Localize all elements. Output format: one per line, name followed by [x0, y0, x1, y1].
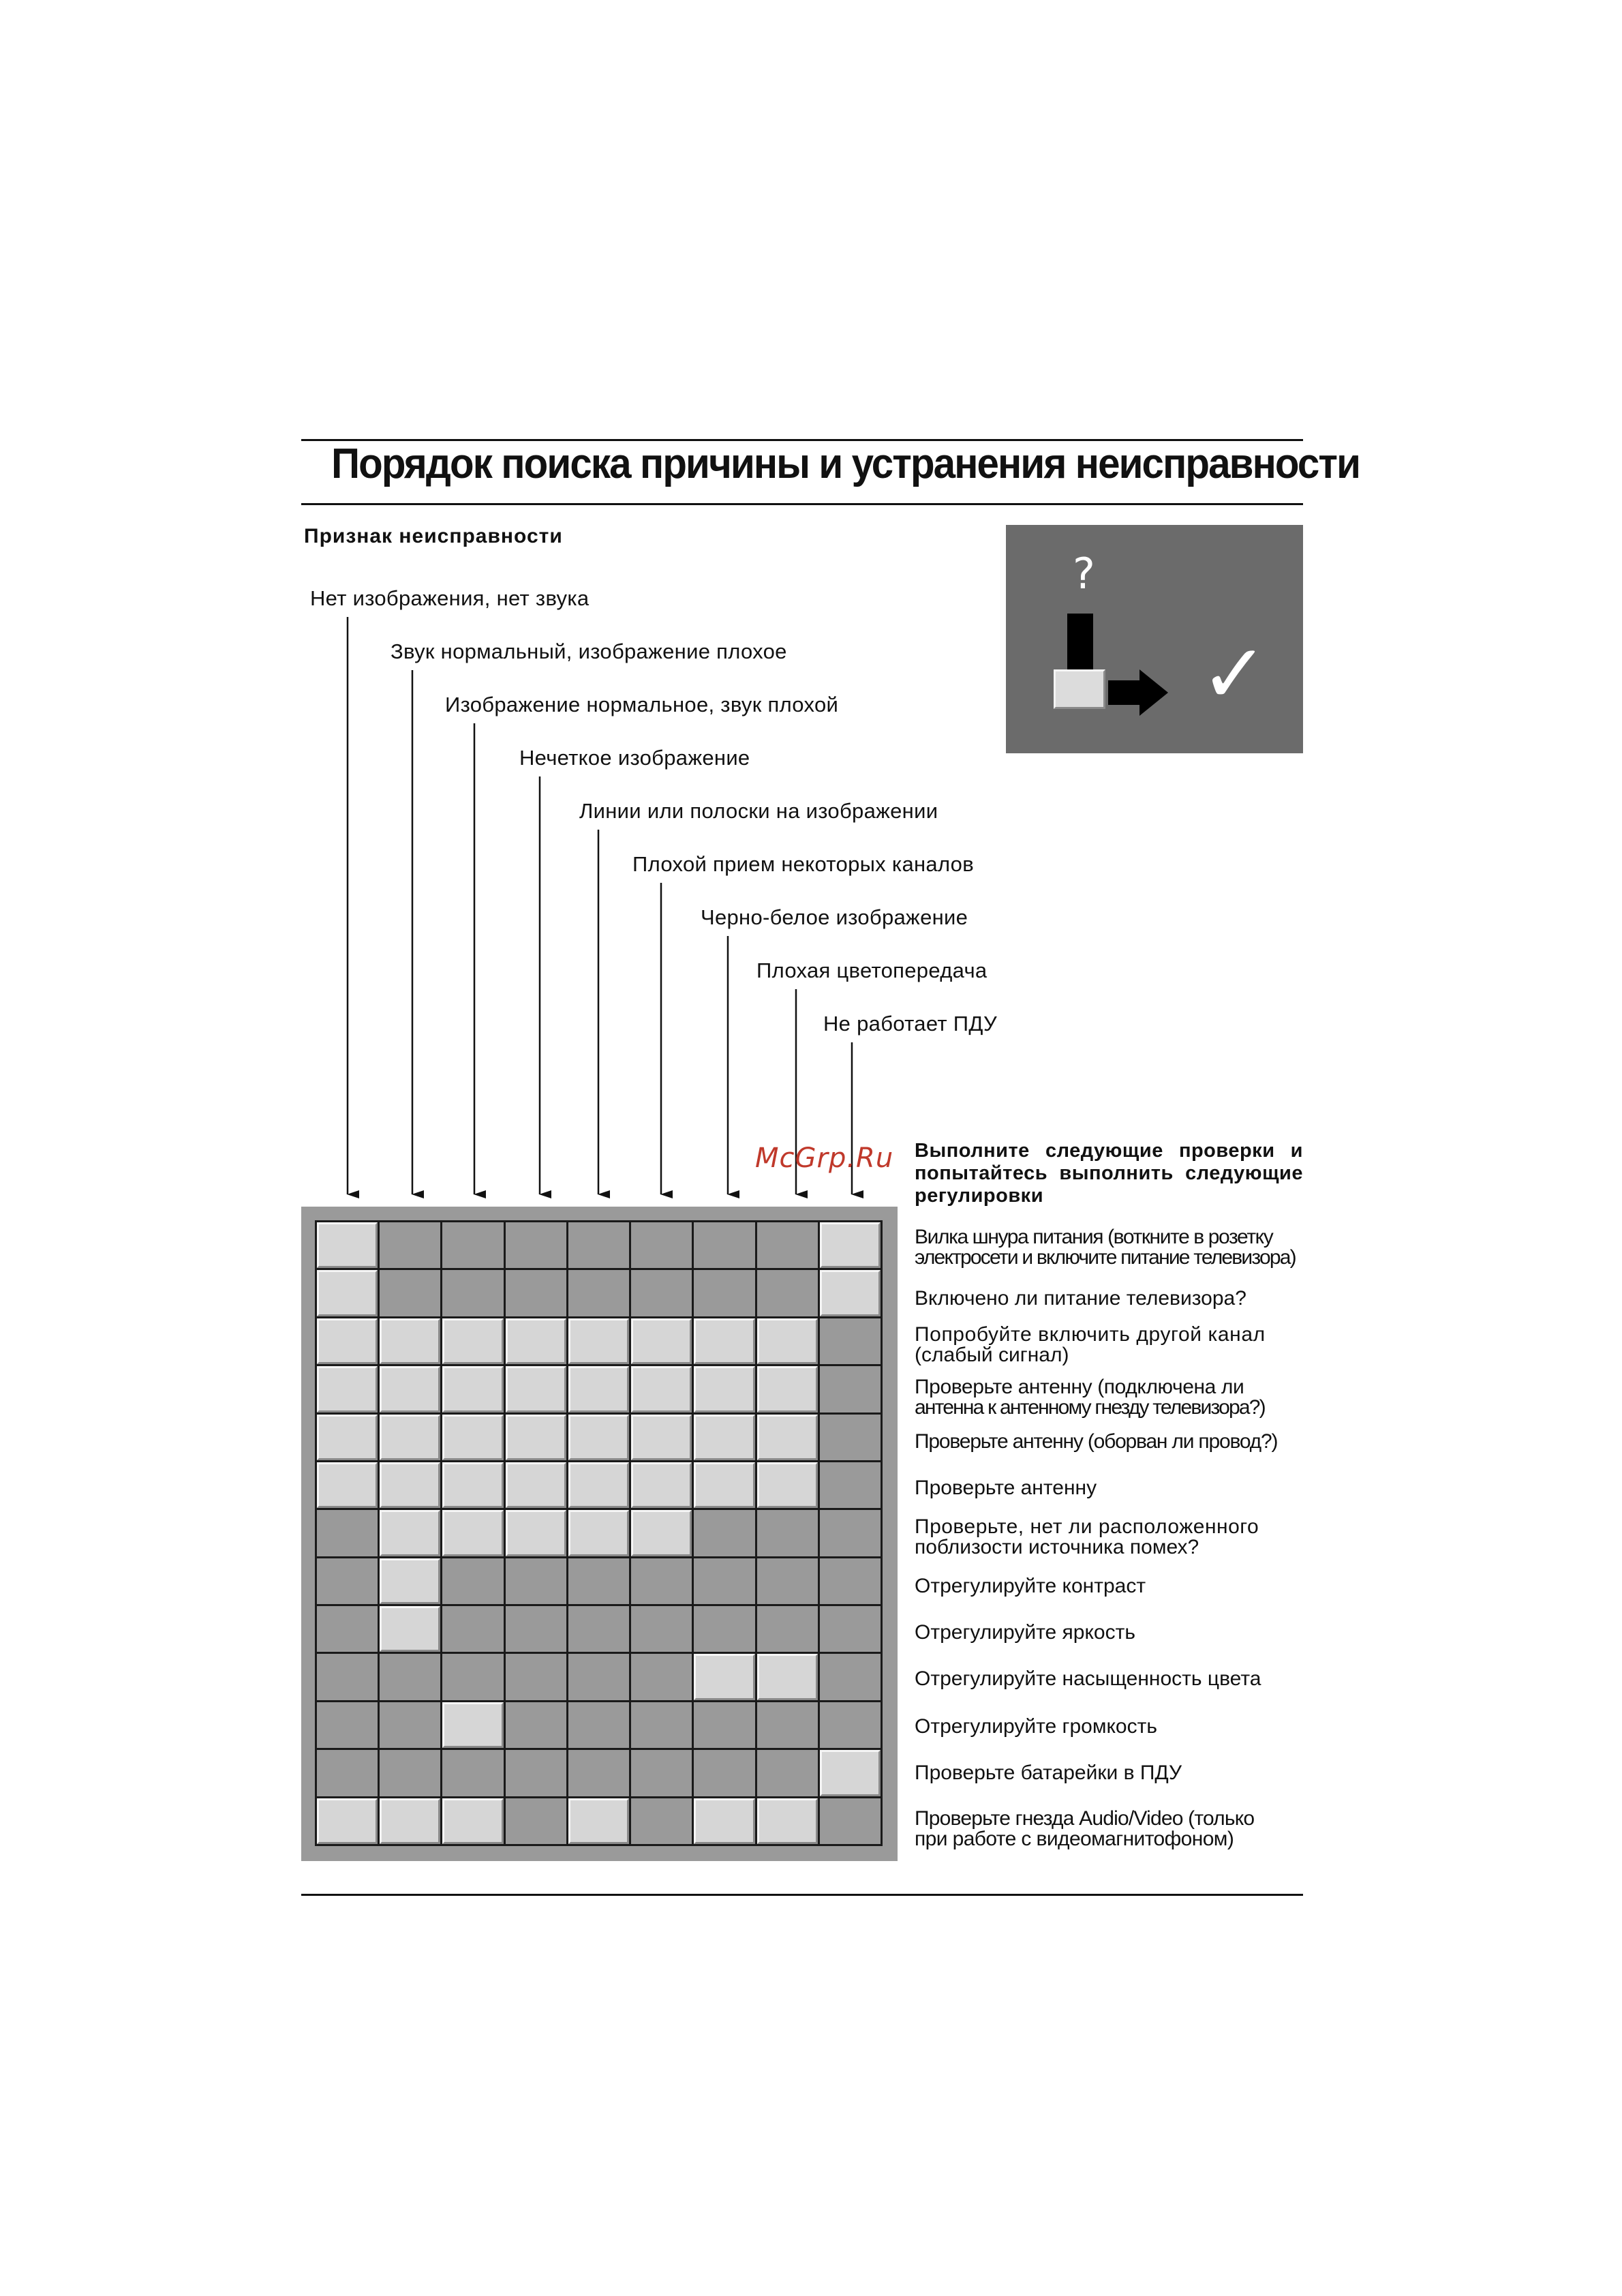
question-mark-icon: ?	[1073, 549, 1095, 599]
check-item-2	[915, 1288, 1303, 1309]
matrix-cell-empty	[380, 1654, 440, 1700]
matrix-cell-empty	[568, 1750, 629, 1796]
check-item-line: антенна к антенному гнезду телевизора?)	[915, 1396, 1265, 1419]
page-title: Порядок поиска причины и устранения неисправности	[331, 440, 1360, 487]
matrix-cell-checked	[568, 1462, 629, 1508]
matrix-cell-checked	[317, 1798, 378, 1844]
matrix-cell-empty	[631, 1750, 692, 1796]
check-item-10	[915, 1669, 1303, 1689]
matrix-cell-checked	[380, 1366, 440, 1412]
check-item-9	[915, 1622, 1303, 1643]
matrix-cell-checked	[442, 1510, 503, 1556]
check-item-line: Включено ли питание телевизора?	[915, 1287, 1246, 1310]
matrix-cell-checked	[757, 1798, 818, 1844]
matrix-cell-empty	[506, 1270, 566, 1316]
matrix-cell-checked	[380, 1558, 440, 1604]
symptom-label-2: Звук нормальный, изображение плохое	[391, 639, 787, 663]
matrix-cell-checked	[506, 1415, 566, 1460]
matrix-cell-empty	[757, 1558, 818, 1604]
matrix-cell-checked	[506, 1510, 566, 1556]
matrix-cell-empty	[820, 1462, 881, 1508]
matrix-cell-empty	[757, 1750, 818, 1796]
check-item-11	[915, 1717, 1303, 1737]
matrix-cell-empty	[317, 1510, 378, 1556]
matrix-cell-empty	[694, 1558, 754, 1604]
check-item-line: Попробуйте включить другой канал	[915, 1323, 1266, 1346]
check-item-line: Проверьте батарейки в ПДУ	[915, 1762, 1182, 1784]
matrix-cell-checked	[820, 1222, 881, 1268]
matrix-cell-empty	[820, 1606, 881, 1652]
matrix-cell-empty	[442, 1270, 503, 1316]
bottom-rule	[301, 1894, 1303, 1896]
matrix-cell-empty	[317, 1654, 378, 1700]
matrix-cell-checked	[757, 1318, 818, 1364]
matrix-cell-checked	[442, 1318, 503, 1364]
symptom-label-6: Плохой прием некоторых каналов	[632, 852, 974, 876]
matrix-cell-checked	[694, 1366, 754, 1412]
matrix-cell-empty	[757, 1222, 818, 1268]
matrix-cell-empty	[694, 1606, 754, 1652]
matrix-cell-empty	[317, 1558, 378, 1604]
matrix-cell-empty	[317, 1702, 378, 1748]
check-item-line: Отрегулируйте контраст	[915, 1575, 1146, 1597]
watermark: McGrp.Ru	[755, 1143, 894, 1174]
instructions-heading: Выполните следующие проверки и попытайтесь выполнить следующие регулировки	[915, 1140, 1303, 1207]
matrix-cell-checked	[694, 1798, 754, 1844]
matrix-cell-empty	[568, 1270, 629, 1316]
matrix-cell-empty	[506, 1606, 566, 1652]
matrix-cell-checked	[568, 1318, 629, 1364]
matrix-cell-checked	[694, 1462, 754, 1508]
matrix-cell-checked	[380, 1462, 440, 1508]
matrix-cell-empty	[631, 1606, 692, 1652]
matrix-cell-checked	[506, 1318, 566, 1364]
matrix-cell-empty	[317, 1606, 378, 1652]
matrix-cell-checked	[757, 1654, 818, 1700]
matrix-cell-empty	[757, 1606, 818, 1652]
matrix-cell-checked	[380, 1318, 440, 1364]
matrix-cell-empty	[820, 1318, 881, 1364]
matrix-cell-checked	[631, 1415, 692, 1460]
matrix-cell-checked	[317, 1318, 378, 1364]
matrix-cell-empty	[442, 1606, 503, 1652]
matrix-cell-empty	[506, 1222, 566, 1268]
matrix-cell-empty	[568, 1222, 629, 1268]
matrix-cell-empty	[820, 1366, 881, 1412]
matrix-cell-empty	[506, 1654, 566, 1700]
symptom-label-5: Линии или полоски на изображении	[579, 799, 938, 823]
symptom-label-4: Нечеткое изображение	[519, 746, 750, 770]
check-item-7	[915, 1517, 1303, 1558]
check-item-line: Проверьте антенну	[915, 1477, 1097, 1499]
right-arrow-icon	[1139, 669, 1168, 716]
matrix-cell-checked	[317, 1222, 378, 1268]
matrix-cell-checked	[380, 1606, 440, 1652]
matrix-cell-checked	[694, 1318, 754, 1364]
check-item-line: Отрегулируйте яркость	[915, 1621, 1135, 1644]
check-item-line: Проверьте, нет ли расположенного	[915, 1515, 1259, 1538]
matrix-cell-empty	[442, 1558, 503, 1604]
matrix-cell-empty	[757, 1702, 818, 1748]
matrix-cell-checked	[568, 1366, 629, 1412]
matrix-cell-empty	[820, 1654, 881, 1700]
matrix-cell-checked	[442, 1366, 503, 1412]
matrix-cell-checked	[694, 1654, 754, 1700]
matrix-cell-empty	[506, 1558, 566, 1604]
symptom-label-8: Плохая цветопередача	[756, 958, 988, 982]
matrix-cell-checked	[317, 1270, 378, 1316]
matrix-cell-checked	[757, 1462, 818, 1508]
matrix-cell-empty	[442, 1654, 503, 1700]
legend-box	[1006, 525, 1303, 753]
check-item-line: Вилка шнура питания (воткните в розетку	[915, 1226, 1273, 1248]
matrix-cell-empty	[694, 1510, 754, 1556]
matrix-cell-checked	[442, 1798, 503, 1844]
matrix-cell-empty	[506, 1798, 566, 1844]
check-item-line: электросети и включите питание телевизора)	[915, 1246, 1296, 1269]
matrix-cell-empty	[380, 1750, 440, 1796]
matrix-cell-empty	[631, 1222, 692, 1268]
troubleshooting-matrix	[301, 1207, 898, 1861]
check-item-1	[915, 1227, 1303, 1268]
check-item-line: Проверьте гнезда Audio/Video (только	[915, 1807, 1255, 1830]
matrix-cell-empty	[380, 1702, 440, 1748]
matrix-cell-checked	[820, 1270, 881, 1316]
symptom-label-9: Не работает ПДУ	[823, 1012, 997, 1036]
matrix-cell-checked	[631, 1366, 692, 1412]
matrix-cell-empty	[820, 1798, 881, 1844]
legend-arrow-shaft	[1108, 680, 1142, 705]
matrix-cell-empty	[631, 1702, 692, 1748]
matrix-cell-empty	[820, 1510, 881, 1556]
check-item-8	[915, 1576, 1303, 1597]
matrix-cell-checked	[442, 1702, 503, 1748]
matrix-cell-empty	[568, 1702, 629, 1748]
check-item-3	[915, 1325, 1303, 1365]
matrix-cell-empty	[820, 1415, 881, 1460]
matrix-grid	[315, 1220, 883, 1846]
matrix-cell-empty	[694, 1702, 754, 1748]
checkmark-icon: ✓	[1200, 627, 1269, 722]
matrix-cell-checked	[442, 1415, 503, 1460]
symptom-section-label: Признак неисправности	[304, 525, 563, 547]
matrix-cell-empty	[631, 1654, 692, 1700]
matrix-cell-checked	[317, 1415, 378, 1460]
check-item-line: при работе с видеомагнитофоном)	[915, 1828, 1234, 1850]
matrix-cell-checked	[631, 1318, 692, 1364]
matrix-cell-checked	[317, 1462, 378, 1508]
title-underline	[301, 503, 1303, 505]
matrix-cell-checked	[568, 1415, 629, 1460]
symptom-label-3: Изображение нормальное, звук плохой	[445, 693, 839, 716]
matrix-cell-empty	[694, 1222, 754, 1268]
matrix-cell-empty	[694, 1750, 754, 1796]
check-item-line: (слабый сигнал)	[915, 1344, 1069, 1366]
check-item-13	[915, 1809, 1303, 1849]
legend-check-cell-icon	[1054, 669, 1105, 709]
matrix-cell-checked	[380, 1510, 440, 1556]
matrix-cell-empty	[442, 1750, 503, 1796]
matrix-cell-empty	[694, 1270, 754, 1316]
legend-arrow-stem	[1067, 614, 1093, 675]
check-item-4	[915, 1377, 1303, 1418]
check-item-line: поблизости источника помех?	[915, 1536, 1199, 1558]
matrix-cell-checked	[694, 1415, 754, 1460]
matrix-cell-checked	[757, 1415, 818, 1460]
check-item-line: Проверьте антенну (подключена ли	[915, 1376, 1244, 1398]
matrix-cell-empty	[568, 1606, 629, 1652]
symptom-label-1: Нет изображения, нет звука	[310, 586, 590, 610]
matrix-cell-checked	[568, 1798, 629, 1844]
matrix-cell-empty	[757, 1510, 818, 1556]
check-item-line: Проверьте антенну (оборван ли провод?)	[915, 1430, 1278, 1453]
matrix-cell-checked	[506, 1462, 566, 1508]
matrix-cell-empty	[506, 1750, 566, 1796]
matrix-cell-empty	[820, 1558, 881, 1604]
matrix-cell-checked	[757, 1366, 818, 1412]
check-item-6	[915, 1478, 1303, 1498]
matrix-cell-empty	[631, 1798, 692, 1844]
check-item-5	[915, 1432, 1303, 1452]
matrix-cell-empty	[442, 1222, 503, 1268]
matrix-cell-empty	[568, 1654, 629, 1700]
matrix-cell-checked	[380, 1798, 440, 1844]
matrix-cell-empty	[820, 1702, 881, 1748]
matrix-cell-checked	[631, 1462, 692, 1508]
matrix-cell-checked	[568, 1510, 629, 1556]
check-item-12	[915, 1763, 1303, 1783]
matrix-cell-empty	[317, 1750, 378, 1796]
matrix-cell-checked	[506, 1366, 566, 1412]
matrix-cell-empty	[380, 1222, 440, 1268]
matrix-cell-checked	[380, 1415, 440, 1460]
matrix-cell-checked	[820, 1750, 881, 1796]
matrix-cell-empty	[631, 1270, 692, 1316]
matrix-cell-checked	[442, 1462, 503, 1508]
matrix-cell-checked	[317, 1366, 378, 1412]
matrix-cell-checked	[631, 1510, 692, 1556]
matrix-cell-empty	[506, 1702, 566, 1748]
matrix-cell-empty	[757, 1270, 818, 1316]
matrix-cell-empty	[631, 1558, 692, 1604]
check-item-line: Отрегулируйте громкость	[915, 1715, 1157, 1738]
check-item-line: Отрегулируйте насыщенность цвета	[915, 1667, 1261, 1690]
matrix-cell-empty	[568, 1558, 629, 1604]
symptom-label-7: Черно-белое изображение	[701, 905, 968, 929]
matrix-cell-empty	[380, 1270, 440, 1316]
